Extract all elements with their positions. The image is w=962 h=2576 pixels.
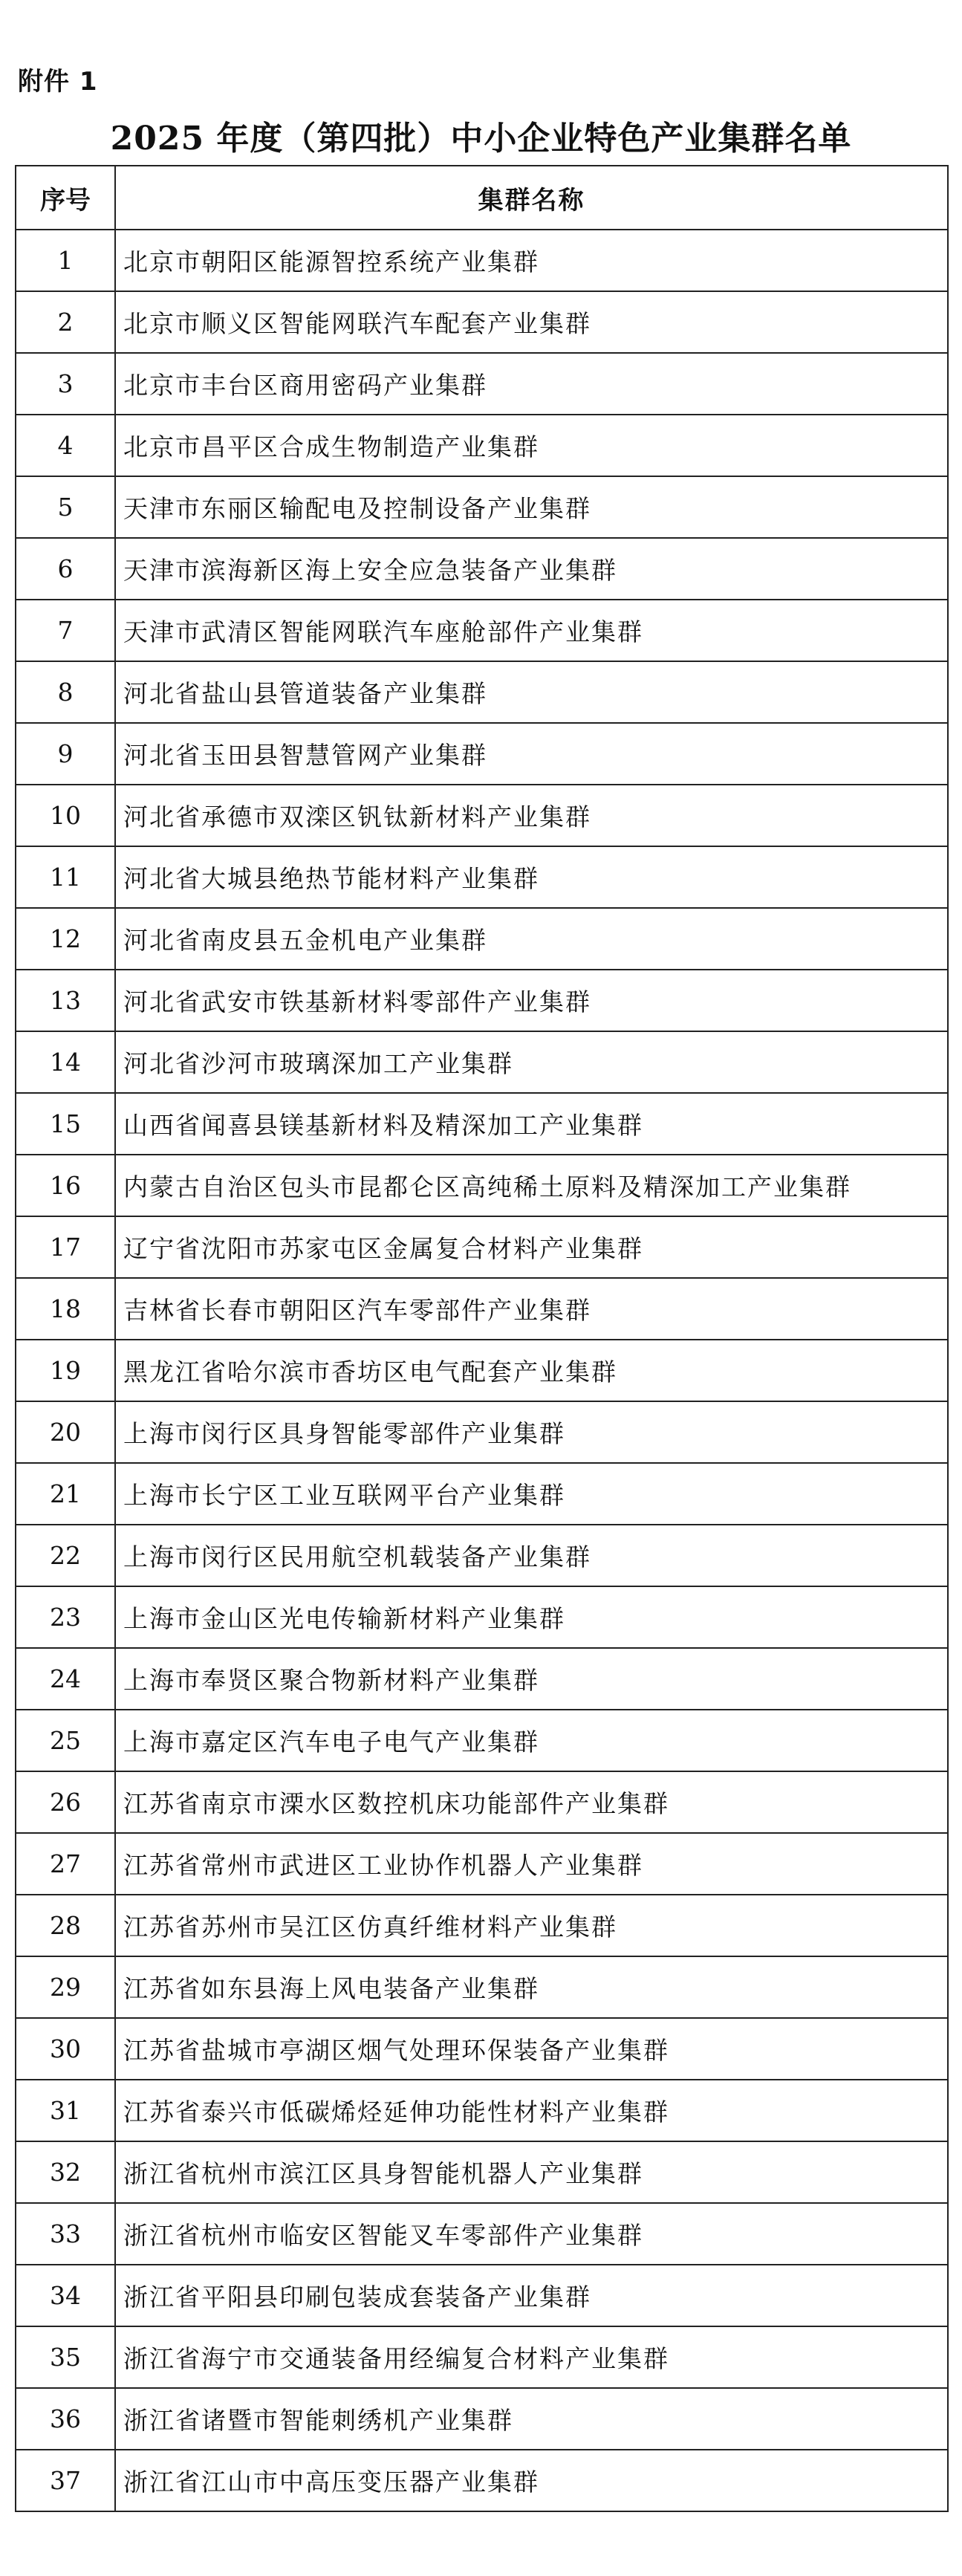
row-seq: 36 — [16, 2388, 115, 2450]
table-row — [16, 1401, 948, 1463]
row-cluster-name: 内蒙古自治区包头市昆都仑区高纯稀土原料及精深加工产业集群 — [115, 1155, 948, 1216]
table-row — [16, 785, 948, 846]
table-row — [16, 2141, 948, 2203]
table-row — [16, 1155, 948, 1216]
row-seq: 12 — [16, 908, 115, 970]
row-seq: 4 — [16, 415, 115, 476]
row-seq: 27 — [16, 1833, 115, 1895]
row-seq: 32 — [16, 2141, 115, 2203]
row-seq: 8 — [16, 661, 115, 723]
row-seq: 13 — [16, 970, 115, 1031]
table-row — [16, 1956, 948, 2018]
table-row — [16, 415, 948, 476]
table-row — [16, 1278, 948, 1340]
row-cluster-name: 山西省闻喜县镁基新材料及精深加工产业集群 — [115, 1093, 948, 1155]
row-seq: 24 — [16, 1648, 115, 1710]
table-row — [16, 476, 948, 538]
table-row — [16, 723, 948, 785]
table-row — [16, 1093, 948, 1155]
row-seq: 23 — [16, 1586, 115, 1648]
table-row — [16, 2326, 948, 2388]
table-row — [16, 538, 948, 600]
row-seq: 9 — [16, 723, 115, 785]
row-seq: 35 — [16, 2326, 115, 2388]
table-row — [16, 1710, 948, 1771]
row-cluster-name: 浙江省海宁市交通装备用经编复合材料产业集群 — [115, 2326, 948, 2388]
row-cluster-name: 江苏省泰兴市低碳烯烃延伸功能性材料产业集群 — [115, 2080, 948, 2141]
table-row — [16, 1031, 948, 1093]
row-cluster-name: 黑龙江省哈尔滨市香坊区电气配套产业集群 — [115, 1340, 948, 1401]
table-row — [16, 353, 948, 415]
row-seq: 25 — [16, 1710, 115, 1771]
table-row — [16, 1216, 948, 1278]
row-seq: 20 — [16, 1401, 115, 1463]
row-seq: 22 — [16, 1525, 115, 1586]
table-row — [16, 2450, 948, 2511]
row-seq: 15 — [16, 1093, 115, 1155]
row-cluster-name: 浙江省平阳县印刷包装成套装备产业集群 — [115, 2265, 948, 2326]
table-header-row — [16, 166, 948, 230]
row-cluster-name: 河北省沙河市玻璃深加工产业集群 — [115, 1031, 948, 1093]
table-row — [16, 846, 948, 908]
row-seq: 28 — [16, 1895, 115, 1956]
row-cluster-name: 上海市闵行区民用航空机载装备产业集群 — [115, 1525, 948, 1586]
row-seq: 19 — [16, 1340, 115, 1401]
table-row — [16, 600, 948, 661]
row-cluster-name: 江苏省苏州市吴江区仿真纤维材料产业集群 — [115, 1895, 948, 1956]
row-seq: 2 — [16, 291, 115, 353]
table-row — [16, 1895, 948, 1956]
row-seq: 10 — [16, 785, 115, 846]
row-cluster-name: 天津市东丽区输配电及控制设备产业集群 — [115, 476, 948, 538]
row-seq: 5 — [16, 476, 115, 538]
row-cluster-name: 浙江省杭州市临安区智能叉车零部件产业集群 — [115, 2203, 948, 2265]
table-row — [16, 2018, 948, 2080]
row-cluster-name: 上海市奉贤区聚合物新材料产业集群 — [115, 1648, 948, 1710]
header-name: 集群名称 — [115, 166, 948, 230]
row-cluster-name: 河北省南皮县五金机电产业集群 — [115, 908, 948, 970]
attachment-label: 附件 1 — [18, 67, 98, 97]
row-cluster-name: 北京市丰台区商用密码产业集群 — [115, 353, 948, 415]
row-seq: 34 — [16, 2265, 115, 2326]
row-cluster-name: 上海市金山区光电传输新材料产业集群 — [115, 1586, 948, 1648]
row-seq: 3 — [16, 353, 115, 415]
row-cluster-name: 河北省玉田县智慧管网产业集群 — [115, 723, 948, 785]
row-seq: 17 — [16, 1216, 115, 1278]
table-row — [16, 2265, 948, 2326]
row-cluster-name: 河北省盐山县管道装备产业集群 — [115, 661, 948, 723]
row-cluster-name: 上海市闵行区具身智能零部件产业集群 — [115, 1401, 948, 1463]
row-cluster-name: 江苏省如东县海上风电装备产业集群 — [115, 1956, 948, 2018]
table-body — [16, 230, 948, 2511]
row-cluster-name: 浙江省杭州市滨江区具身智能机器人产业集群 — [115, 2141, 948, 2203]
row-seq: 14 — [16, 1031, 115, 1093]
row-cluster-name: 北京市昌平区合成生物制造产业集群 — [115, 415, 948, 476]
row-seq: 37 — [16, 2450, 115, 2511]
table-row — [16, 1771, 948, 1833]
row-cluster-name: 上海市长宁区工业互联网平台产业集群 — [115, 1463, 948, 1525]
document-title: 2025 年度（第四批）中小企业特色产业集群名单 — [110, 120, 852, 158]
row-cluster-name: 辽宁省沈阳市苏家屯区金属复合材料产业集群 — [115, 1216, 948, 1278]
row-seq: 21 — [16, 1463, 115, 1525]
table-row — [16, 2388, 948, 2450]
row-cluster-name: 天津市滨海新区海上安全应急装备产业集群 — [115, 538, 948, 600]
table-row — [16, 2080, 948, 2141]
table-row — [16, 908, 948, 970]
row-cluster-name: 北京市顺义区智能网联汽车配套产业集群 — [115, 291, 948, 353]
table-row — [16, 1463, 948, 1525]
row-cluster-name: 河北省大城县绝热节能材料产业集群 — [115, 846, 948, 908]
row-seq: 7 — [16, 600, 115, 661]
row-seq: 31 — [16, 2080, 115, 2141]
row-seq: 1 — [16, 230, 115, 291]
table-row — [16, 291, 948, 353]
row-cluster-name: 上海市嘉定区汽车电子电气产业集群 — [115, 1710, 948, 1771]
row-cluster-name: 河北省承德市双滦区钒钛新材料产业集群 — [115, 785, 948, 846]
table-row — [16, 970, 948, 1031]
row-cluster-name: 河北省武安市铁基新材料零部件产业集群 — [115, 970, 948, 1031]
table-row — [16, 1525, 948, 1586]
row-cluster-name: 浙江省诸暨市智能刺绣机产业集群 — [115, 2388, 948, 2450]
table-row — [16, 230, 948, 291]
row-seq: 18 — [16, 1278, 115, 1340]
table-row — [16, 661, 948, 723]
cluster-list-table — [15, 165, 949, 2512]
row-seq: 16 — [16, 1155, 115, 1216]
table-row — [16, 1586, 948, 1648]
row-seq: 11 — [16, 846, 115, 908]
table-row — [16, 2203, 948, 2265]
row-cluster-name: 江苏省南京市溧水区数控机床功能部件产业集群 — [115, 1771, 948, 1833]
row-cluster-name: 天津市武清区智能网联汽车座舱部件产业集群 — [115, 600, 948, 661]
row-seq: 29 — [16, 1956, 115, 2018]
table-row — [16, 1833, 948, 1895]
row-seq: 26 — [16, 1771, 115, 1833]
row-cluster-name: 江苏省盐城市亭湖区烟气处理环保装备产业集群 — [115, 2018, 948, 2080]
row-cluster-name: 北京市朝阳区能源智控系统产业集群 — [115, 230, 948, 291]
row-cluster-name: 吉林省长春市朝阳区汽车零部件产业集群 — [115, 1278, 948, 1340]
row-seq: 6 — [16, 538, 115, 600]
row-seq: 33 — [16, 2203, 115, 2265]
table-row — [16, 1648, 948, 1710]
row-cluster-name: 浙江省江山市中高压变压器产业集群 — [115, 2450, 948, 2511]
table-row — [16, 1340, 948, 1401]
header-seq: 序号 — [16, 166, 115, 230]
row-cluster-name: 江苏省常州市武进区工业协作机器人产业集群 — [115, 1833, 948, 1895]
row-seq: 30 — [16, 2018, 115, 2080]
